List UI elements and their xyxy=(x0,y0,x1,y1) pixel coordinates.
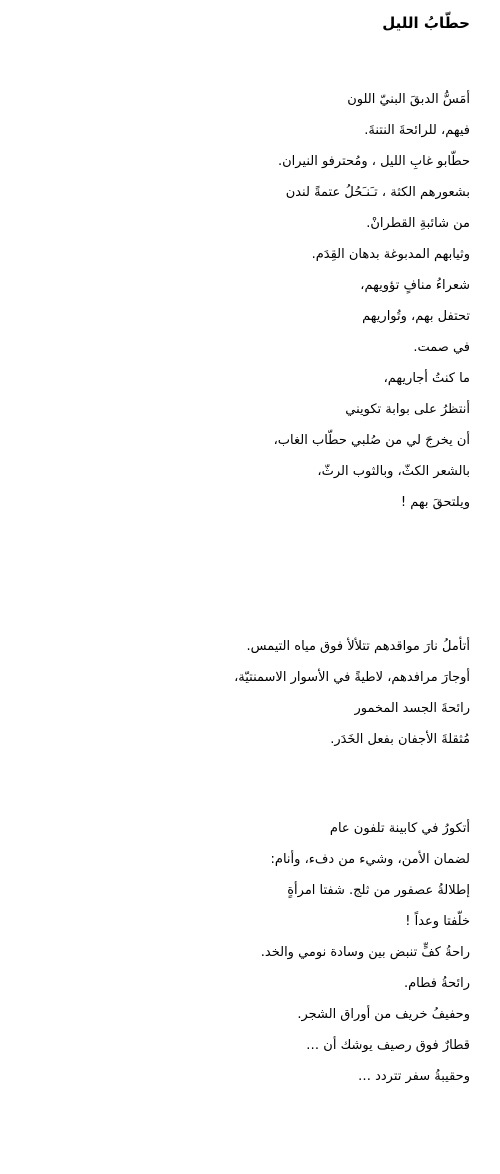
poem-line: قطارٌ فوق رصيف يوشك أن … xyxy=(306,1038,470,1053)
poem-line: بالشعر الكثّ، وبالثوب الرثّ، xyxy=(317,464,470,479)
poem-line: تحتفل بهم، وتُواريهم xyxy=(362,309,470,324)
stanza-3 xyxy=(261,813,470,1092)
poem-line: رائحةُ فطام. xyxy=(403,976,470,991)
stanza-2 xyxy=(234,631,470,755)
poem-line: راحةُ كفٍّ تنبض بين وسادة نومي والخد. xyxy=(260,945,470,960)
poem-line: فيهم، للرائحةَ النتنةَ. xyxy=(364,123,470,138)
poem-line: إطلالةُ عصفور من ثلج. شفتا امرأةٍ xyxy=(287,883,470,898)
poem-line: حطّابو غابِ الليل ، ومُحترفو النيران. xyxy=(277,154,470,169)
poem-line: من شائبةِ القطرانْ. xyxy=(366,216,470,231)
poem-line: في صمت. xyxy=(413,340,470,355)
poem-line: وحقيبةُ سفر تتردد … xyxy=(357,1069,470,1084)
poem-line: أنتظرُ على بوابة تكويني xyxy=(345,402,470,417)
poem-line: ويلتحقَ بهم ! xyxy=(400,495,470,510)
stanza-1 xyxy=(274,84,470,518)
poem-line: أتأملُ نارَ مواقدهم تتلألأ فوق مياه التيمس. xyxy=(246,639,470,654)
poem-line: وحفيفُ خريف من أوراق الشجر. xyxy=(297,1007,470,1022)
poem-line: أن يخرجَ لي من صُلبي حطّاب الغاب، xyxy=(273,433,470,448)
poem-line: رائحةَ الجسد المخمور xyxy=(354,701,470,716)
poem-line: ما كنتُ أجاريهم، xyxy=(383,371,470,386)
poem-title: حطّابُ الليل xyxy=(382,14,470,32)
poem-line: أمَسُّ الدبقَ البنيّ اللون xyxy=(347,92,470,107)
poem-line: أتكورُ في كابينة تلفون عام xyxy=(329,821,470,836)
poem-line: بشعورهم الكثة ، تـَنـَحُلُ عتمةً لندن xyxy=(285,185,470,200)
poem-line: أوجارَ مرافدهم، لاطيةً في الأسوار الاسمنتيّة، xyxy=(234,670,470,685)
poem-line: خلّفتا وعداً ! xyxy=(405,914,470,929)
poem-line: لضمان الأمن، وشيء من دفء، وأنام: xyxy=(270,852,470,867)
poem-line: شعراءُ منافٍ تؤويهم، xyxy=(360,278,470,293)
poem-line: وثيابهم المدبوغة بدهان القِدَم. xyxy=(311,247,470,262)
poem-line: مُثقلةَ الأجفان بفعل الخَدَر. xyxy=(330,732,470,747)
